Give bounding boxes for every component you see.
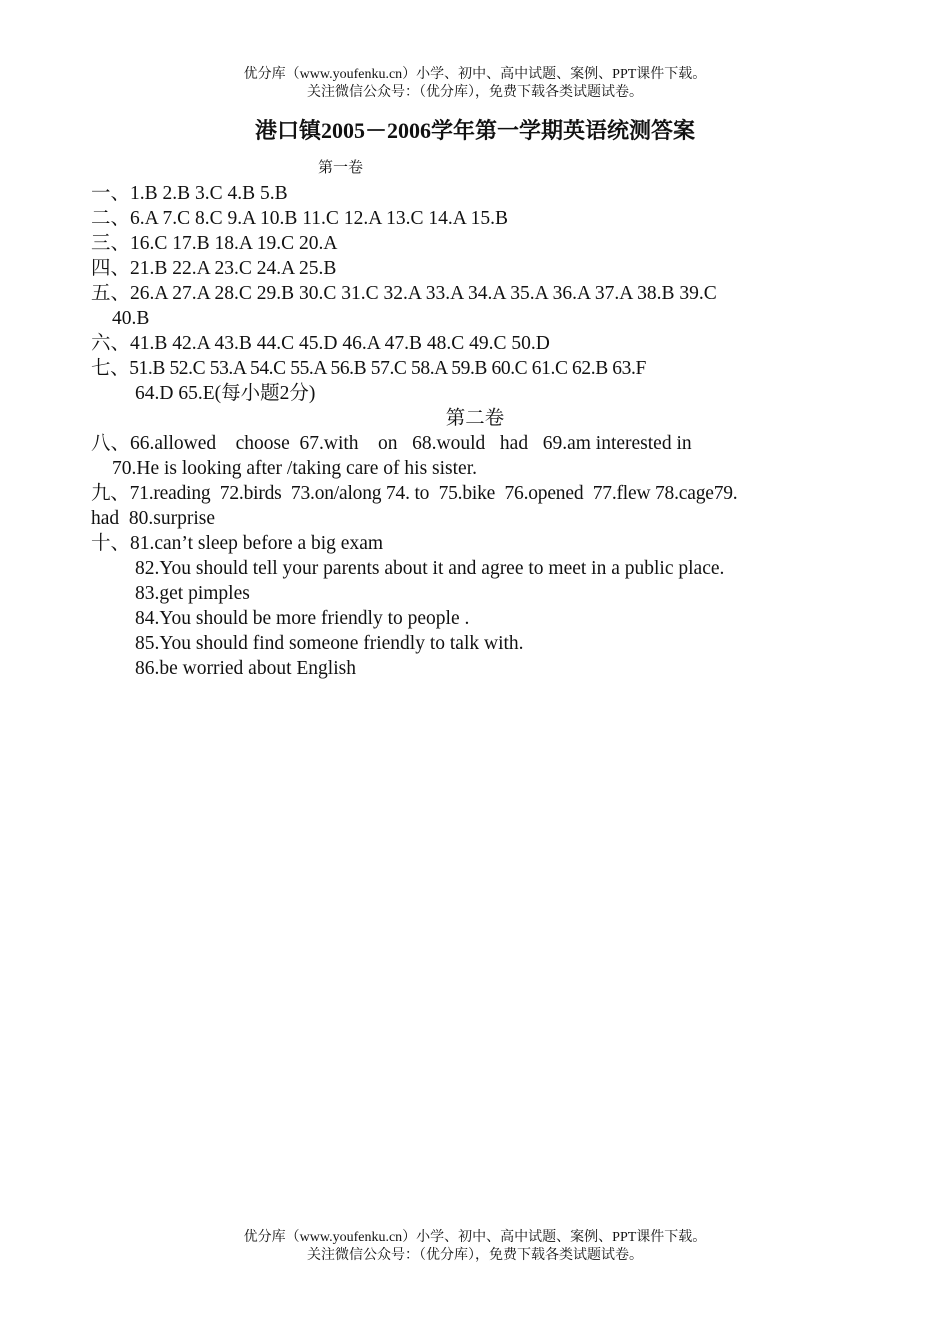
- answer-line-6: 六、41.B 42.A 43.B 44.C 45.D 46.A 47.B 48.C 49.C 50.D: [91, 333, 550, 354]
- answer-line-9-cont: had 80.surprise: [91, 508, 216, 529]
- part-two-label: 第二卷: [445, 408, 505, 429]
- header-line-1: 优分库（www.youfenku.cn）小学、初中、高中试题、案例、PPT课件下载。: [243, 67, 707, 82]
- answer-line-7: 七、51.B 52.C 53.A 54.C 55.A 56.B 57.C 58.A 59.B 60.C 61.C 62.B 63.F: [91, 358, 646, 379]
- answer-body: [91, 181, 859, 681]
- document-title: 港口镇2005－2006学年第一学期英语统测答案: [254, 118, 695, 143]
- answer-item-85: 85.You should find someone friendly to talk with.: [135, 633, 524, 654]
- answer-line-5: 五、26.A 27.A 28.C 29.B 30.C 31.C 32.A 33.A 34.A 35.A 36.A 37.A 38.B 39.C: [91, 283, 717, 304]
- page-footer: [0, 1229, 950, 1265]
- answer-line-3: 三、16.C 17.B 18.A 19.C 20.A: [91, 233, 338, 254]
- answer-line-5-cont: 40.B: [112, 308, 150, 329]
- answer-item-82: 82.You should tell your parents about it and agree to meet in a public place.: [135, 558, 725, 579]
- footer-line-1: 优分库（www.youfenku.cn）小学、初中、高中试题、案例、PPT课件下载。: [243, 1230, 707, 1245]
- answer-line-9: 九、71.reading 72.birds 73.on/along 74. to 75.bike 76.opened 77.flew 78.cage79.: [91, 483, 738, 504]
- footer-line-2: 关注微信公众号：（优分库），免费下载各类试题试卷。: [307, 1248, 643, 1263]
- page-header: [0, 66, 950, 102]
- answer-item-83: 83.get pimples: [135, 583, 250, 604]
- answer-line-7-cont: 64.D 65.E(每小题2分): [135, 383, 316, 404]
- answer-line-2: 二、6.A 7.C 8.C 9.A 10.B 11.C 12.A 13.C 14.A 15.B: [91, 208, 508, 229]
- answer-item-86: 86.be worried about English: [135, 658, 356, 679]
- answer-line-4: 四、21.B 22.A 23.C 24.A 25.B: [91, 258, 337, 279]
- answer-line-8-cont: 70.He is looking after /taking care of his sister.: [112, 458, 477, 479]
- answer-line-10: 十、81.can’t sleep before a big exam: [91, 533, 384, 554]
- answer-line-1: 一、1.B 2.B 3.C 4.B 5.B: [91, 183, 288, 204]
- answer-item-84: 84.You should be more friendly to people .: [135, 608, 470, 629]
- answer-line-8: 八、66.allowed choose 67.with on 68.would had 69.am interested in: [91, 433, 692, 454]
- header-line-2: 关注微信公众号：（优分库），免费下载各类试题试卷。: [307, 85, 643, 100]
- part-one-label: 第一卷: [318, 160, 364, 176]
